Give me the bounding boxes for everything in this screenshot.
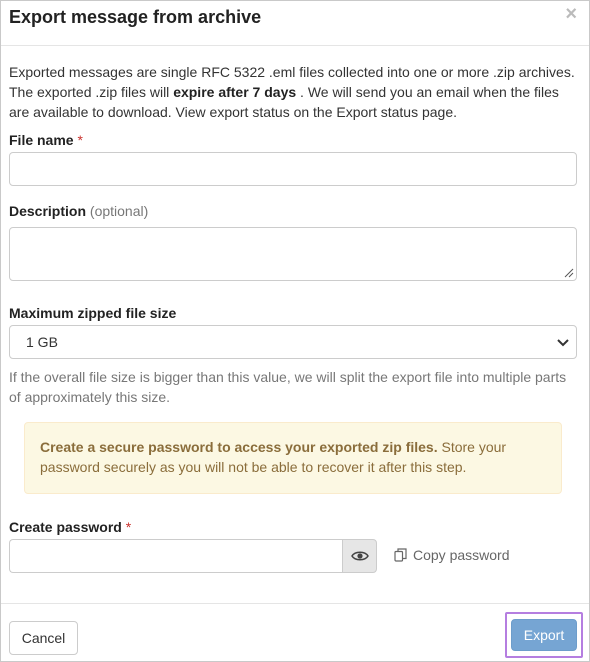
intro-part1: Exported messages are single RFC 5322 .eml files collected into one or more .zip archives. The exported .zip files will: [9, 64, 575, 100]
copy-password-button[interactable]: [394, 545, 510, 565]
required-mark: *: [77, 132, 83, 148]
description-textarea[interactable]: [9, 227, 577, 281]
alert-text: Store your password securely as you will not be able to recover it after this step.: [40, 439, 507, 475]
max-size-select[interactable]: [9, 325, 577, 359]
alert-bold: Create a secure password to access your exported zip files.: [40, 439, 438, 455]
intro-expiry: expire after 7 days: [173, 84, 297, 100]
max-size-selected: 1 GB: [26, 334, 58, 350]
show-password-button[interactable]: [342, 539, 377, 573]
chevron-down-icon: [556, 335, 570, 349]
dialog-footer: [1, 603, 589, 662]
file-name-label-text: File name: [9, 132, 74, 148]
description-group: [9, 202, 581, 281]
password-group: [9, 518, 581, 573]
password-label-text: Create password: [9, 519, 122, 535]
password-input[interactable]: [9, 539, 343, 573]
intro-text: [9, 62, 581, 122]
max-size-group: [9, 304, 581, 407]
required-mark: *: [125, 519, 132, 535]
password-alert: [24, 422, 562, 494]
close-icon[interactable]: ×: [565, 3, 577, 25]
description-label: [9, 202, 581, 220]
file-name-group: [9, 131, 581, 186]
copy-password-label: Copy password: [413, 547, 510, 563]
dialog-title: Export message from archive: [9, 7, 262, 27]
eye-icon: [351, 550, 369, 562]
dialog-body: [1, 62, 589, 573]
cancel-button[interactable]: Cancel: [9, 621, 78, 655]
optional-note: (optional): [89, 203, 149, 219]
export-button[interactable]: Export: [511, 619, 577, 651]
copy-icon: [394, 548, 407, 562]
file-name-label: [9, 131, 581, 149]
max-size-help: If the overall file size is bigger than this value, we will split the export file into multiple parts of approximately this size.: [9, 369, 567, 405]
description-label-text: Description: [9, 203, 87, 219]
file-name-input[interactable]: [9, 152, 577, 186]
intro-part2: . We will send you an email when the files are available to download. View export status on the Export status page.: [9, 84, 559, 120]
resize-handle-icon[interactable]: [564, 268, 574, 278]
password-row: [9, 539, 581, 573]
export-focus-highlight: [505, 612, 583, 658]
max-size-label: Maximum zipped file size: [9, 305, 177, 321]
dialog-header: [1, 1, 589, 46]
password-label: [9, 518, 581, 536]
